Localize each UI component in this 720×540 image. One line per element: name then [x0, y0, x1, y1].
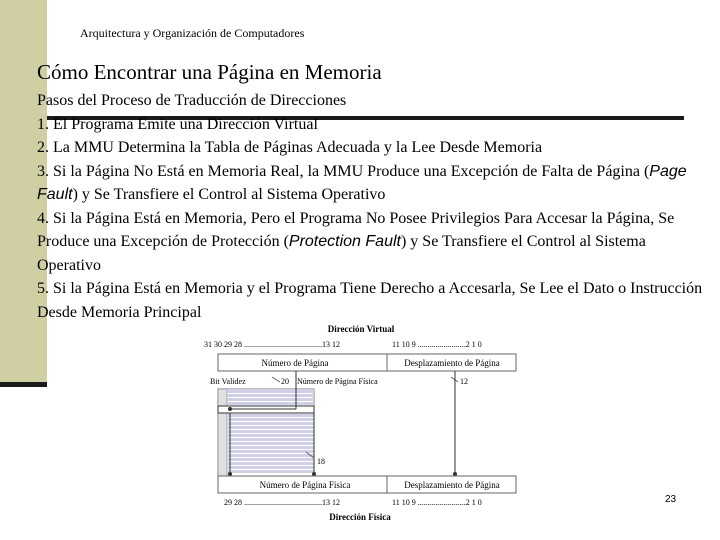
page-fault-term: Page Fault [37, 162, 687, 203]
page-number: 23 [665, 494, 677, 505]
entry-output-dot [312, 472, 316, 476]
virtual-bits-right: 11 10 9 ........................2 1 0 [392, 340, 482, 349]
slide-subtitle: Pasos del Proceso de Traducción de Direcciones [37, 92, 347, 109]
step-3-text: 3. Si la Página No Está en Memoria Real, la MMU Produce una Excepción de Falta de Página ( [37, 162, 650, 180]
valid-bit-label: Bit Validez [210, 377, 246, 386]
step-1: 1. El Programa Emite una Dirección Virtual [37, 115, 318, 133]
entry-pointer-dot [228, 407, 232, 411]
width-20-label: 20 [281, 377, 289, 386]
width-18-label: 18 [317, 457, 325, 466]
virtual-bits-left: 31 30 29 28 .......................................13 12 [204, 340, 340, 349]
physical-bits-left: 29 28 .......................................13 12 [224, 498, 340, 507]
physical-page-field: Número de Página Física [259, 480, 351, 490]
physical-offset-field: Desplazamiento de Página [404, 480, 500, 490]
step-5: 5. Si la Página Está en Memoria y el Programa Tiene Derecho a Accesarla, Se Lee el Dato o Instrucción Desde Memoria Principal [37, 280, 703, 321]
valid-bit-dot [228, 472, 232, 476]
step-4-tail: ) y Se Transfiere el Control al Sistema Operativo [37, 233, 646, 274]
width-20-arrow [272, 377, 280, 382]
step-2: 2. La MMU Determina la Tabla de Páginas Adecuada y la Lee Desde Memoria [37, 139, 543, 156]
protection-fault-term: Protection Fault [288, 233, 401, 250]
width-12-label: 12 [460, 377, 468, 386]
step-3-tail: ) y Se Transfiere el Control al Sistema Operativo [72, 186, 386, 203]
course-header: Arquitectura y Organización de Computadores [80, 26, 305, 40]
virtual-page-field: Número de Página [261, 358, 329, 368]
slide-title: Cómo Encontrar una Página en Memoria [37, 60, 382, 84]
physical-page-col-label: Número de Página Física [297, 377, 378, 386]
offset-passthrough-dot [453, 472, 457, 476]
step-4-text: 4. Si la Página Está en Memoria, Pero el Programa No Posee Privilegios Para Accesar la Página, Se Produce una Excepción de Protección ( [37, 209, 675, 250]
page-table [218, 389, 314, 477]
virtual-offset-field: Desplazamiento de Página [404, 358, 500, 368]
physical-bits-right: 11 10 9 ........................2 1 0 [392, 498, 482, 507]
virtual-address-title: Dirección Virtual [327, 324, 395, 334]
physical-address-title: Dirección Física [329, 512, 391, 522]
